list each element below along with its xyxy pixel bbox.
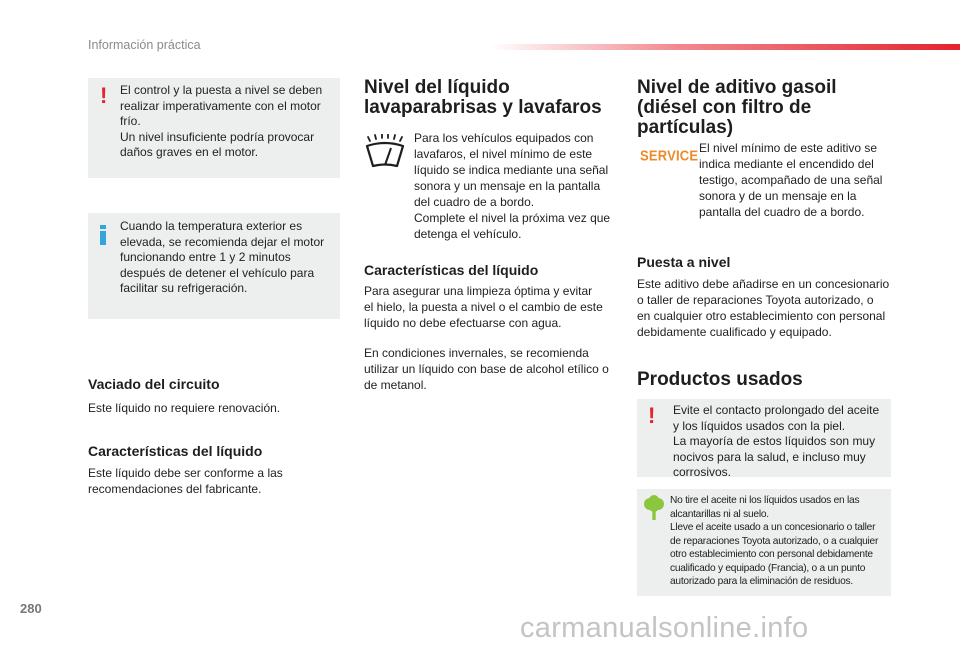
text-line: después de detener el vehículo para	[120, 265, 315, 280]
characteristics-text-left	[88, 465, 283, 497]
text-line: otro establecimiento con personal debidamente	[670, 549, 873, 560]
products-heading: Productos usados	[637, 369, 803, 390]
characteristics-para2	[364, 345, 624, 393]
text-line: sonora y de un mensaje en la	[699, 189, 857, 203]
exclamation-icon: !	[648, 403, 656, 428]
text-line: testigo, acompañado de una señal	[699, 173, 883, 187]
eco-box-recycling	[637, 489, 891, 596]
text-line: daños graves en el motor.	[120, 145, 259, 159]
products-warning-text	[673, 403, 888, 481]
additive-section-title	[637, 78, 907, 138]
text-line: del cuadro de a bordo.	[414, 195, 535, 209]
text-line: Un nivel insuficiente podría provocar	[120, 129, 315, 144]
title-line: lavaparabrisas y lavafaros	[364, 97, 602, 118]
text-line: en cualquier otro establecimiento con personal	[637, 309, 886, 323]
service-warning-icon: SERVICE	[640, 147, 699, 164]
exclamation-icon: !	[100, 83, 108, 108]
characteristics-heading-middle: Características del líquido	[364, 262, 539, 278]
text-line: Este líquido debe ser conforme a las	[88, 466, 283, 480]
text-line: utilizar un líquido con base de alcohol etílico o	[364, 362, 609, 376]
text-line: No tire el aceite ni los líquidos usados en las	[670, 495, 860, 506]
warning-box-used-products	[637, 399, 891, 477]
text-line: funcionando entre 1 y 2 minutos	[120, 250, 291, 264]
info-box-temperature	[88, 213, 340, 319]
text-line: detenga el vehículo.	[414, 227, 522, 241]
text-line: de metanol.	[364, 378, 427, 392]
text-line: sonora y un mensaje en la pantalla	[414, 179, 601, 193]
warning-box-engine-cold	[88, 78, 340, 178]
text-line: el hielo, la puesta a nivel o el cambio de este	[364, 300, 603, 314]
text-line: lavafaros, el nivel mínimo de este	[414, 147, 593, 161]
drain-text: Este líquido no requiere renovación.	[88, 401, 281, 415]
text-line: facilitar su refrigeración.	[120, 281, 248, 295]
text-line: Para los vehículos equipados con	[414, 131, 594, 145]
washer-section-title	[364, 78, 624, 118]
text-line: líquido no debe efectuarse con agua.	[364, 316, 562, 330]
info-icon	[100, 225, 106, 245]
title-line: (diésel con filtro de	[637, 97, 812, 118]
info-text	[120, 219, 335, 297]
page-number: 280	[20, 601, 42, 616]
text-line: elevada, se recomienda dejar el motor	[120, 234, 325, 249]
header-accent-line	[490, 44, 960, 50]
text-line: Evite el contacto prolongado del aceite	[673, 403, 880, 417]
topping-heading: Puesta a nivel	[637, 254, 731, 270]
eco-text	[670, 494, 890, 589]
text-line: frío.	[120, 114, 141, 128]
text-line: El nivel mínimo de este aditivo se	[699, 141, 878, 155]
text-line: El control y la puesta a nivel se deben	[120, 83, 323, 97]
windscreen-washer-icon	[363, 134, 407, 174]
text-line: autorizado para la eliminación de residuos.	[670, 576, 853, 587]
text-line: indica mediante el encendido del	[699, 157, 874, 171]
characteristics-heading-left: Características del líquido	[88, 443, 263, 459]
topping-text	[637, 276, 907, 340]
text-line: alcantarillas ni al suelo.	[670, 508, 769, 520]
watermark: carmanualsonline.info	[520, 612, 809, 644]
tree-icon	[643, 495, 665, 521]
section-title: Información práctica	[88, 38, 201, 52]
text-line: líquido se indica mediante una señal	[414, 163, 609, 177]
warning-text	[120, 83, 335, 161]
text-line: Este aditivo debe añadirse en un concesionario	[637, 277, 890, 291]
additive-intro-text	[699, 140, 909, 220]
text-line: pantalla del cuadro de a bordo.	[699, 205, 865, 219]
text-line: realizar imperativamente con el motor	[120, 98, 321, 113]
text-line: corrosivos.	[673, 465, 732, 479]
text-line: y los líquidos usados con la piel.	[673, 418, 846, 433]
text-line: cualificado y equipado (Francia), o a un punto	[670, 562, 866, 574]
text-line: En condiciones invernales, se recomienda	[364, 346, 589, 360]
text-line: La mayoría de estos líquidos son muy	[673, 434, 876, 448]
title-line: partículas)	[637, 117, 734, 138]
text-line: recomendaciones del fabricante.	[88, 482, 262, 496]
characteristics-para1	[364, 283, 624, 331]
text-line: Lleve el aceite usado a un concesionario o taller	[670, 522, 876, 533]
washer-intro-text	[414, 130, 624, 242]
text-line: Complete el nivel la próxima vez que	[414, 211, 611, 225]
text-line: o taller de reparaciones Toyota autorizado, o	[637, 293, 874, 307]
text-line: nocivos para la salud, e incluso muy	[673, 449, 866, 464]
title-line: Nivel de aditivo gasoil	[637, 77, 837, 98]
title-line: Nivel del líquido	[364, 77, 510, 98]
text-line: Cuando la temperatura exterior es	[120, 219, 303, 233]
text-line: Para asegurar una limpieza óptima y evitar	[364, 284, 593, 298]
text-line: debidamente cualificado y equipado.	[637, 325, 832, 339]
drain-heading: Vaciado del circuito	[88, 376, 220, 392]
text-line: de reparaciones Toyota autorizado, o a cualquier	[670, 535, 879, 547]
